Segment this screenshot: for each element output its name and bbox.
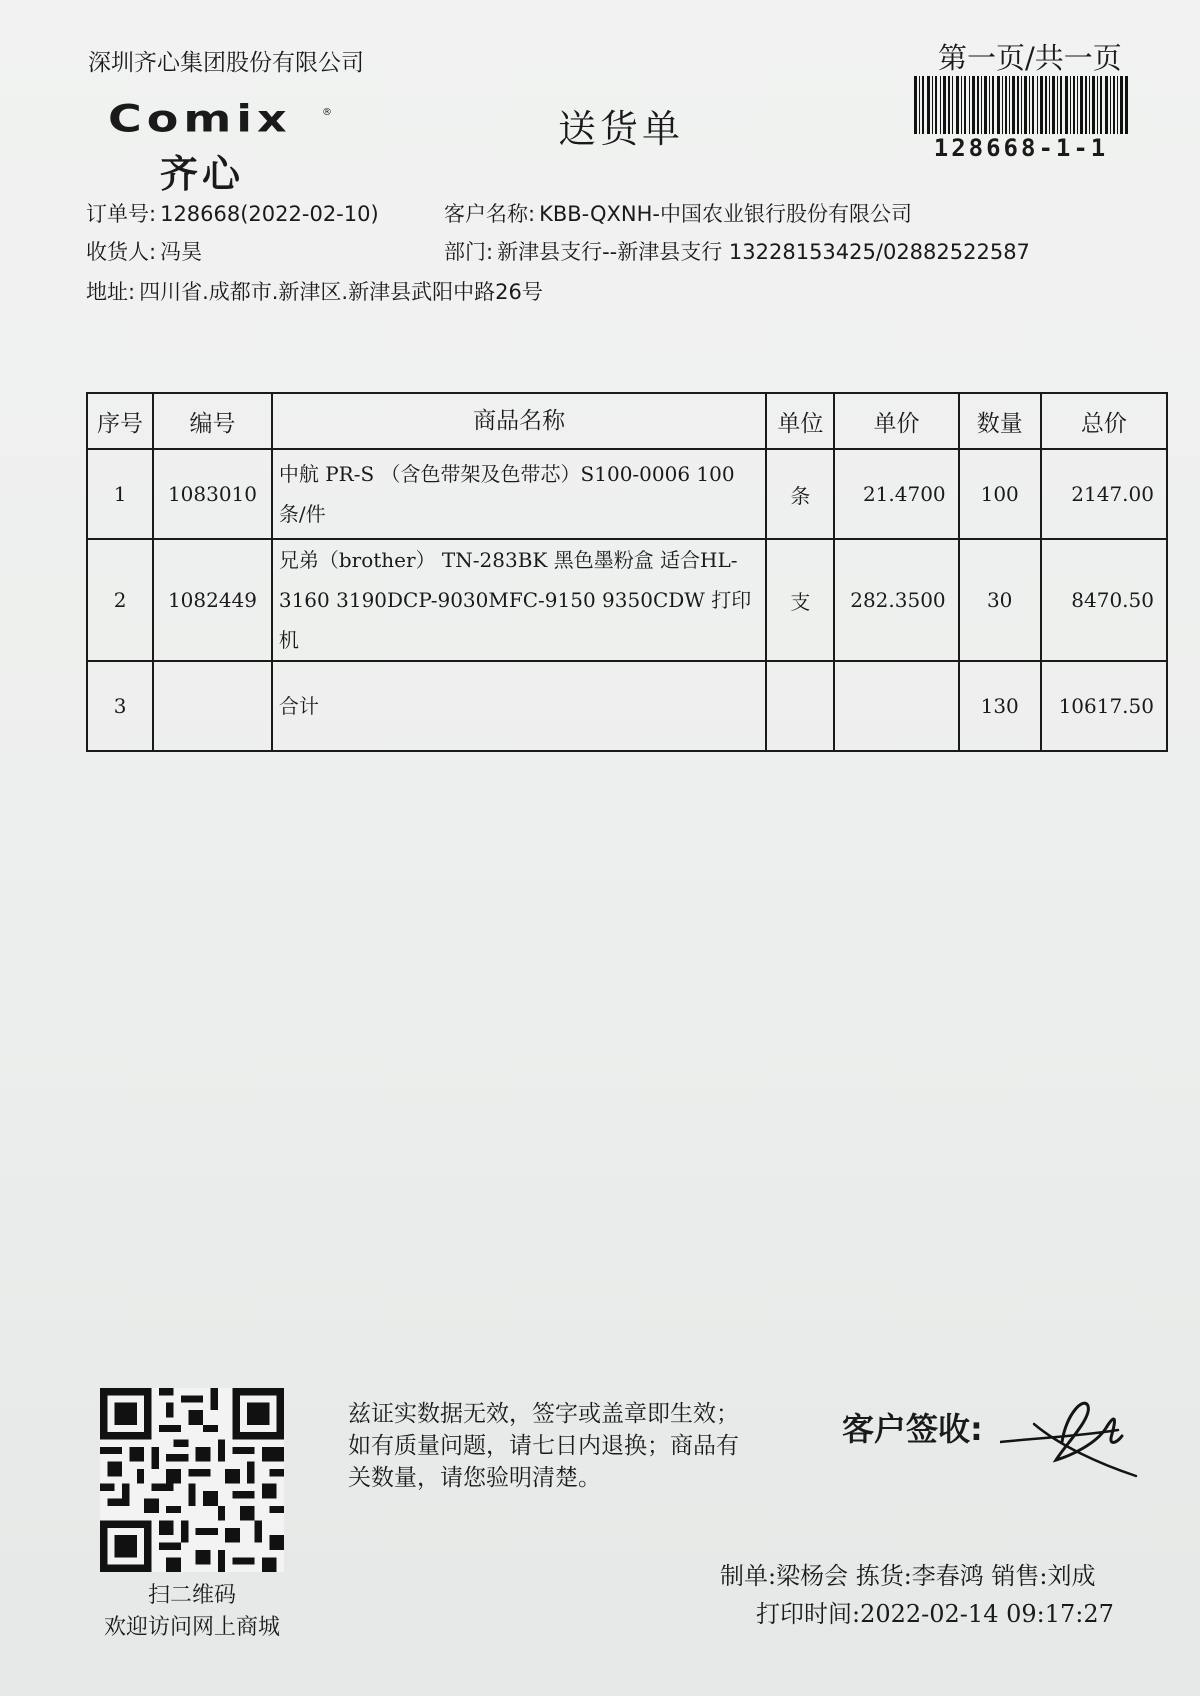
barcode-number: 128668-1-1 [933, 134, 1109, 162]
cell-price [834, 661, 958, 751]
cell-total: 2147.00 [1041, 449, 1167, 539]
page-indicator: 第一页/共一页 [938, 41, 1122, 75]
qixin-logo: 齐心 [160, 152, 245, 196]
order-number [86, 198, 379, 228]
cell-qty: 100 [959, 449, 1041, 539]
comix-logo: Comix [108, 96, 292, 141]
cell-code [153, 661, 272, 751]
department-value: 新津县支行--新津县支行 13228153425/02882522587 [497, 240, 1030, 264]
barcode [914, 76, 1128, 134]
table-row-summary [87, 661, 1167, 751]
department [444, 236, 1030, 266]
address-label: 地址: [86, 280, 136, 304]
table-row [87, 449, 1167, 539]
qr-caption-scan: 扫二维码 [147, 1583, 236, 1608]
cell-seq: 1 [87, 449, 153, 539]
receiver [86, 236, 202, 266]
qr-code [100, 1388, 284, 1572]
company-name: 深圳齐心集团股份有限公司 [88, 50, 364, 76]
cell-code: 1082449 [153, 539, 272, 661]
cell-unit [766, 661, 834, 751]
cell-qty: 130 [959, 661, 1041, 751]
table-row [87, 539, 1167, 661]
staff-info: 制单:梁杨会 拣货:李春鸿 销售:刘成 [720, 1562, 1096, 1590]
table-header-row [87, 393, 1167, 449]
order-number-value: 128668(2022-02-10) [160, 202, 379, 226]
cell-price: 21.4700 [834, 449, 958, 539]
notice-text: 兹证实数据无效，签字或盖章即生效；如有质量问题，请七日内退换；商品有关数量，请您验明清楚。 [348, 1401, 739, 1491]
header-code: 编号 [153, 393, 272, 449]
receiver-label: 收货人: [86, 240, 157, 264]
cell-seq: 3 [87, 661, 153, 751]
cell-name: 中航 PR-S （含色带架及色带芯）S100-0006 100条/件 [272, 449, 766, 539]
header-price: 单价 [834, 393, 958, 449]
header-name: 商品名称 [272, 393, 766, 449]
address-value: 四川省.成都市.新津区.新津县武阳中路26号 [139, 280, 543, 304]
cell-total: 10617.50 [1041, 661, 1167, 751]
qr-caption-welcome: 欢迎访问网上商城 [103, 1615, 280, 1640]
customer-signature-label: 客户签收: [842, 1410, 983, 1448]
print-time: 打印时间:2022-02-14 09:17:27 [756, 1600, 1114, 1628]
cell-name: 兄弟（brother） TN-283BK 黑色墨粉盒 适合HL-3160 3190DCP-9030MFC-9150 9350CDW 打印机 [272, 539, 766, 661]
customer-name [444, 198, 912, 228]
header-total: 总价 [1041, 393, 1167, 449]
header-qty: 数量 [959, 393, 1041, 449]
customer-name-value: KBB-QXNH-中国农业银行股份有限公司 [539, 202, 913, 226]
customer-name-label: 客户名称: [444, 202, 536, 226]
cell-total: 8470.50 [1041, 539, 1167, 661]
registered-mark: ® [322, 107, 332, 118]
cell-unit: 条 [766, 449, 834, 539]
cell-qty: 30 [959, 539, 1041, 661]
cell-seq: 2 [87, 539, 153, 661]
handwritten-signature [1000, 1384, 1150, 1484]
cell-price: 282.3500 [834, 539, 958, 661]
header-unit: 单位 [766, 393, 834, 449]
cell-unit: 支 [766, 539, 834, 661]
items-table [86, 392, 1168, 752]
cell-code: 1083010 [153, 449, 272, 539]
address [86, 276, 543, 306]
receiver-value: 冯昊 [160, 240, 203, 264]
order-number-label: 订单号: [86, 202, 157, 226]
header-seq: 序号 [87, 393, 153, 449]
document-title: 送货单 [558, 107, 685, 151]
cell-name: 合计 [272, 661, 766, 751]
department-label: 部门: [444, 240, 494, 264]
